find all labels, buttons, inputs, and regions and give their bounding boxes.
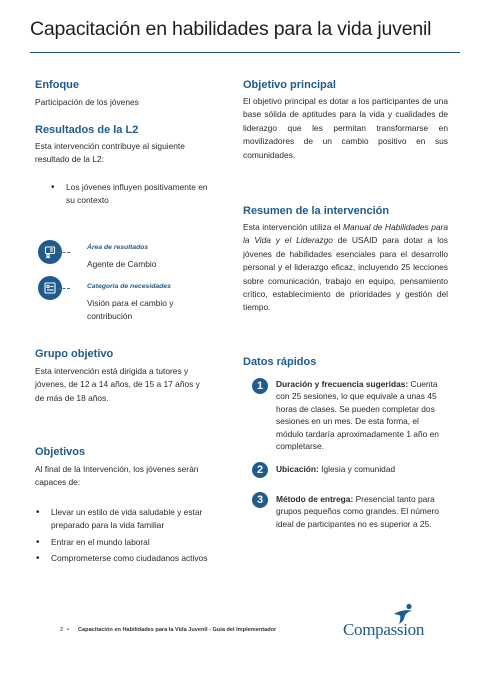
grupo-text: Esta intervención está dirigida a tutores y jóvenes, de 12 a 14 años, de 15 a 17 años y de más de 18 años. — [35, 366, 200, 403]
resumen-text-start: Esta intervención utiliza el — [243, 222, 344, 232]
objetivos-list — [33, 506, 218, 569]
resumen-text-end: de USAID para dotar a los jóvenes de habilidades esenciales para el desarrollo personal y el liderazgo eficaz, incluyendo 25 lecciones sobre comunicación, trabajo en equipo, pensamiento crítico, establecimiento de prioridades y gestión del tiempo. — [243, 235, 448, 313]
fact-duracion — [276, 378, 446, 452]
number-one-badge: 1 — [252, 378, 268, 394]
icon-connector — [58, 252, 70, 253]
fact-metodo — [276, 493, 446, 530]
fact-label: Método de entrega: — [276, 494, 354, 504]
categoria-caption: Categoría de necesidades — [87, 283, 171, 290]
footer-text: Capacitación en Habilidades para la Vida Juvenil - Guía del Implementador — [78, 627, 277, 633]
page-number: 2 — [60, 627, 64, 633]
number-three-badge: 3 — [252, 492, 268, 508]
objetivos-text: Al final de la Intervención, los jóvenes serán capaces de: — [35, 464, 199, 488]
resumen-heading: Resumen de la intervención — [243, 205, 390, 217]
footer-separator: • — [67, 627, 69, 633]
grupo-heading: Grupo objetivo — [35, 348, 114, 360]
area-caption: Área de resultados — [87, 244, 149, 251]
resultados-list — [48, 181, 218, 211]
fact-label: Ubicación: — [276, 464, 319, 474]
categoria-value: Visión para el cambio y contribución — [87, 298, 174, 322]
datos-heading: Datos rápidos — [243, 356, 317, 368]
manual-title: Manual de Habilidades para la Vida y el Liderazgo — [243, 222, 449, 246]
page-title: Capacitación en habilidades para la vida juvenil — [30, 18, 432, 40]
fact-ubicacion — [276, 463, 446, 475]
list-item: • Llevar un estilo de vida saludable y estar preparado para la vida familiar — [33, 506, 218, 533]
list-item: • Los jóvenes influyen positivamente en su contexto — [48, 181, 218, 208]
compassion-logo: Compassion — [343, 620, 425, 639]
resultados-heading: Resultados de la L2 — [35, 124, 139, 136]
objetivos-heading: Objetivos — [35, 446, 86, 458]
resumen-text — [243, 221, 448, 315]
list-item: • Entrar en el mundo laboral — [33, 536, 218, 549]
title-divider — [30, 52, 460, 53]
fact-label: Duración y frecuencia sugeridas: — [276, 379, 409, 389]
fact-text: Cuenta con 25 sesiones, lo que equivale a unas 45 horas de clases. Se pueden completar dos sesiones en un mes. De esta forma, el módulo tardaría aproximadamente 1 año en completarse. — [276, 379, 439, 452]
number-two-badge: 2 — [252, 462, 268, 478]
list-item: • Comprometerse como ciudadanos activos — [33, 552, 218, 565]
enfoque-heading: Enfoque — [35, 79, 79, 91]
objetivo-heading: Objetivo principal — [243, 79, 336, 91]
icon-connector — [58, 288, 70, 289]
area-value: Agente de Cambio — [87, 259, 157, 269]
fact-text: Iglesia y comunidad — [318, 464, 396, 474]
resultados-text: Esta intervención contribuye al siguiente resultado de la L2: — [35, 141, 185, 165]
objetivo-text: El objetivo principal es dotar a los participantes de una base sólida de aptitudes para la vida y cualidades de liderazgo que les permitan transformarse en movilizadores de un cambio positivo en sus comunidades. — [243, 96, 448, 160]
fact-text: Presencial tanto para grupos pequeños como grandes. El número ideal de participantes no es superior a 25. — [276, 494, 439, 529]
enfoque-text: Participación de los jóvenes — [35, 97, 139, 107]
